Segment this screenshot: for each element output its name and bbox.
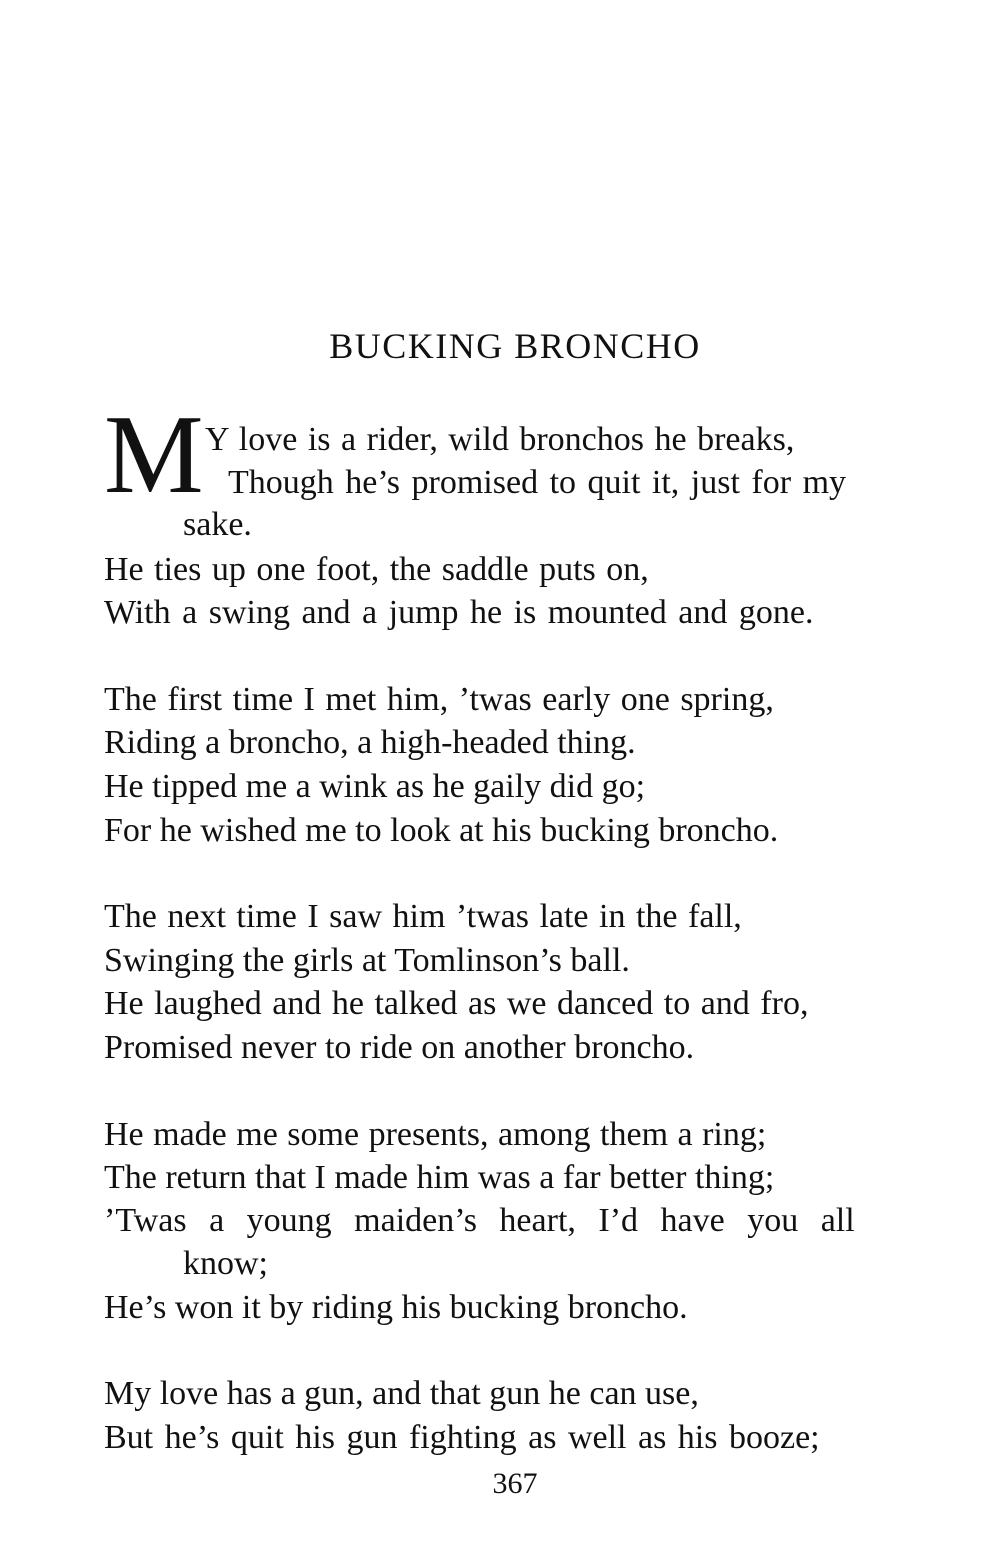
drop-cap: M bbox=[104, 393, 204, 517]
poem-line-12: He laughed and he talked as we danced to and fro, bbox=[104, 985, 809, 1022]
poem-line-18: He’s won it by riding his bucking broncho. bbox=[104, 1289, 688, 1326]
poem-line-11: Swinging the girls at Tomlinson’s ball. bbox=[104, 942, 630, 979]
poem-line-3: sake. bbox=[183, 506, 252, 543]
poem-title: BUCKING BRONCHO bbox=[329, 326, 701, 366]
page-number: 367 bbox=[492, 1467, 538, 1500]
poem-line-6: The first time I met him, ’twas early one spring, bbox=[104, 681, 774, 718]
poem-line-9: For he wished me to look at his bucking broncho. bbox=[104, 812, 779, 849]
poem-line-14: He made me some presents, among them a ring; bbox=[104, 1116, 767, 1153]
poem-line-17: know; bbox=[183, 1245, 268, 1282]
poem-line-7: Riding a broncho, a high-headed thing. bbox=[104, 724, 636, 761]
poem-line-13: Promised never to ride on another broncho. bbox=[104, 1029, 695, 1066]
poem-line-20: But he’s quit his gun fighting as well as his booze; bbox=[104, 1419, 820, 1456]
poem-line-5: With a swing and a jump he is mounted and gone. bbox=[104, 594, 814, 631]
poem-line-2: Though he’s promised to quit it, just for my bbox=[228, 464, 847, 501]
poem-line-19: My love has a gun, and that gun he can use, bbox=[104, 1375, 699, 1412]
poem-line-10: The next time I saw him ’twas late in the fall, bbox=[104, 898, 742, 935]
poem-line-8: He tipped me a wink as he gaily did go; bbox=[104, 768, 646, 805]
poem-line-1: Y love is a rider, wild bronchos he breaks, bbox=[205, 421, 795, 458]
poem-line-16: ’Twas a young maiden’s heart, I’d have you all bbox=[104, 1202, 855, 1239]
poem-line-15: The return that I made him was a far better thing; bbox=[104, 1159, 775, 1196]
poem-line-4: He ties up one foot, the saddle puts on, bbox=[104, 551, 649, 588]
